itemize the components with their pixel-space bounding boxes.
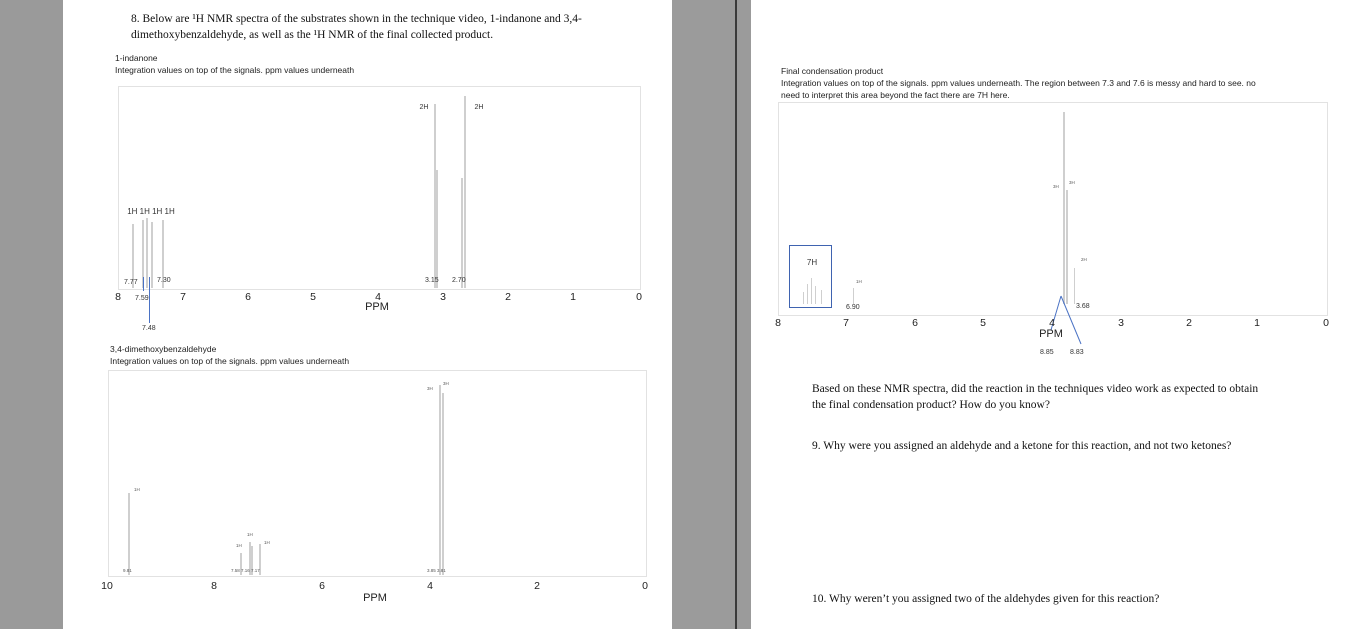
question-8-line1: 8. Below are ¹H NMR spectra of the substrates shown in the technique video, 1-indanone and 3,4-: [131, 13, 582, 25]
spectrum2-integration: 1H: [264, 540, 270, 545]
spectrum1-ppm: 7.77: [124, 279, 138, 286]
spectrum3-ppm: 6.90: [846, 304, 860, 311]
spectrum1-ppm: 7.30: [157, 277, 171, 284]
spectrum1-plot-area: [118, 86, 641, 290]
spectrum3-xlabel: PPM: [1039, 328, 1063, 340]
spectrum3-ppm: 8.85: [1040, 349, 1054, 356]
spectrum1-integration: 2H: [474, 104, 484, 111]
spectrum3-xtick: 8: [775, 317, 781, 329]
spectrum1-xtick: 0: [636, 291, 642, 303]
spectrum3-integration: 1H: [856, 279, 862, 284]
spectrum3-caption-line2: need to interpret this area beyond the fact there are 7H here.: [781, 90, 1010, 100]
spectrum1-caption: Integration values on top of the signals. ppm values underneath: [115, 65, 355, 75]
spectrum3-xtick: 0: [1323, 317, 1329, 329]
spectrum3-caption-line1: Integration values on top of the signals. ppm values underneath. The region between 7.3 and 7.6 is messy and hard to see. no: [781, 78, 1256, 88]
spectrum2-xtick: 6: [319, 580, 325, 592]
spectrum1-ppm: 7.48: [142, 325, 156, 332]
spectrum2-xtick: 8: [211, 580, 217, 592]
spectrum1-xtick: 3: [440, 291, 446, 303]
spectrum3-integration: 3H: [1053, 184, 1059, 189]
spectrum1-integration: 2H: [419, 104, 429, 111]
spectrum2-integration: 1H: [247, 532, 253, 537]
spectrum2-xtick: 0: [642, 580, 648, 592]
spectrum2-ppm: 7.58 7.16 7.17: [231, 568, 260, 573]
document-page-right: [751, 0, 1354, 629]
spectrum3-leader-lines: [751, 0, 1354, 629]
spectrum3-ppm: 3.68: [1076, 303, 1090, 310]
spectrum1-xtick: 4: [375, 291, 381, 303]
spectrum2-xtick: 10: [101, 580, 113, 592]
document-page-left: [63, 0, 672, 629]
spectrum2-ppm: 9.81: [123, 568, 132, 573]
followup-question-line1: Based on these NMR spectra, did the reaction in the techniques video work as expected to obtain: [812, 383, 1259, 395]
spectrum1-peak: [461, 178, 463, 288]
spectrum1-peak: [436, 170, 438, 288]
spectrum1-leader-line: [143, 277, 144, 291]
spectrum3-integration: 2H: [1081, 257, 1087, 262]
spectrum3-leader-line: [1061, 296, 1081, 344]
spectrum1-peak: [464, 96, 466, 288]
spectrum2-integration: 1H: [134, 487, 140, 492]
spectrum3-integration: 3H: [1069, 180, 1075, 185]
spectrum3-xtick: 4: [1049, 317, 1055, 329]
spectrum1-xtick: 5: [310, 291, 316, 303]
page-divider: [735, 0, 737, 629]
spectrum1-ppm: 7.59: [135, 295, 149, 302]
spectrum1-xtick: 1: [570, 291, 576, 303]
question-8-line2: dimethoxybenzaldehyde, as well as the ¹H NMR of the final collected product.: [131, 29, 494, 41]
spectrum1-peak: [146, 218, 148, 288]
spectrum1-xtick: 6: [245, 291, 251, 303]
spectrum1-leader-line: [149, 277, 150, 323]
spectrum1-integration-aromatic: 1H 1H 1H 1H: [127, 207, 175, 216]
spectrum2-caption: Integration values on top of the signals. ppm values underneath: [110, 356, 350, 366]
spectrum1-xtick: 7: [180, 291, 186, 303]
spectrum2-title: 3,4-dimethoxybenzaldehyde: [110, 344, 217, 354]
spectrum1-title: 1-indanone: [115, 53, 158, 63]
page-gutter: [672, 0, 751, 629]
spectrum2-xtick: 2: [534, 580, 540, 592]
spectrum1-ppm: 3.15: [425, 277, 439, 284]
spectrum3-xtick: 1: [1254, 317, 1260, 329]
spectrum1-xtick: 2: [505, 291, 511, 303]
spectrum3-xtick: 5: [980, 317, 986, 329]
spectrum2-integration: 3H: [443, 381, 449, 386]
spectrum2-plot-area: [108, 370, 647, 577]
spectrum2-peak: [128, 493, 130, 575]
spectrum3-xtick: 3: [1118, 317, 1124, 329]
spectrum2-ppm: 3.85 3.81: [427, 568, 446, 573]
spectrum2-integration: 1H: [236, 543, 242, 548]
spectrum2-integration: 3H: [427, 386, 433, 391]
followup-question-line2: the final condensation product? How do you know?: [812, 399, 1050, 411]
question-9: 9. Why were you assigned an aldehyde and a ketone for this reaction, and not two ketones?: [812, 440, 1232, 452]
spectrum1-ppm: 2.70: [452, 277, 466, 284]
spectrum1-peak: [151, 222, 153, 288]
spectrum3-ppm: 8.83: [1070, 349, 1084, 356]
spectrum3-title: Final condensation product: [781, 66, 884, 76]
spectrum2-peak: [439, 385, 441, 575]
spectrum1-xtick: 8: [115, 291, 121, 303]
spectrum2-peak: [442, 393, 444, 575]
spectrum3-xtick: 2: [1186, 317, 1192, 329]
spectrum3-xtick: 7: [843, 317, 849, 329]
question-10: 10. Why weren’t you assigned two of the aldehydes given for this reaction?: [812, 593, 1160, 605]
spectrum2-xtick: 4: [427, 580, 433, 592]
spectrum3-box-label: 7H: [806, 258, 818, 267]
spectrum3-xtick: 6: [912, 317, 918, 329]
spectrum1-xlabel: PPM: [365, 301, 389, 313]
spectrum2-xlabel: PPM: [363, 592, 387, 604]
